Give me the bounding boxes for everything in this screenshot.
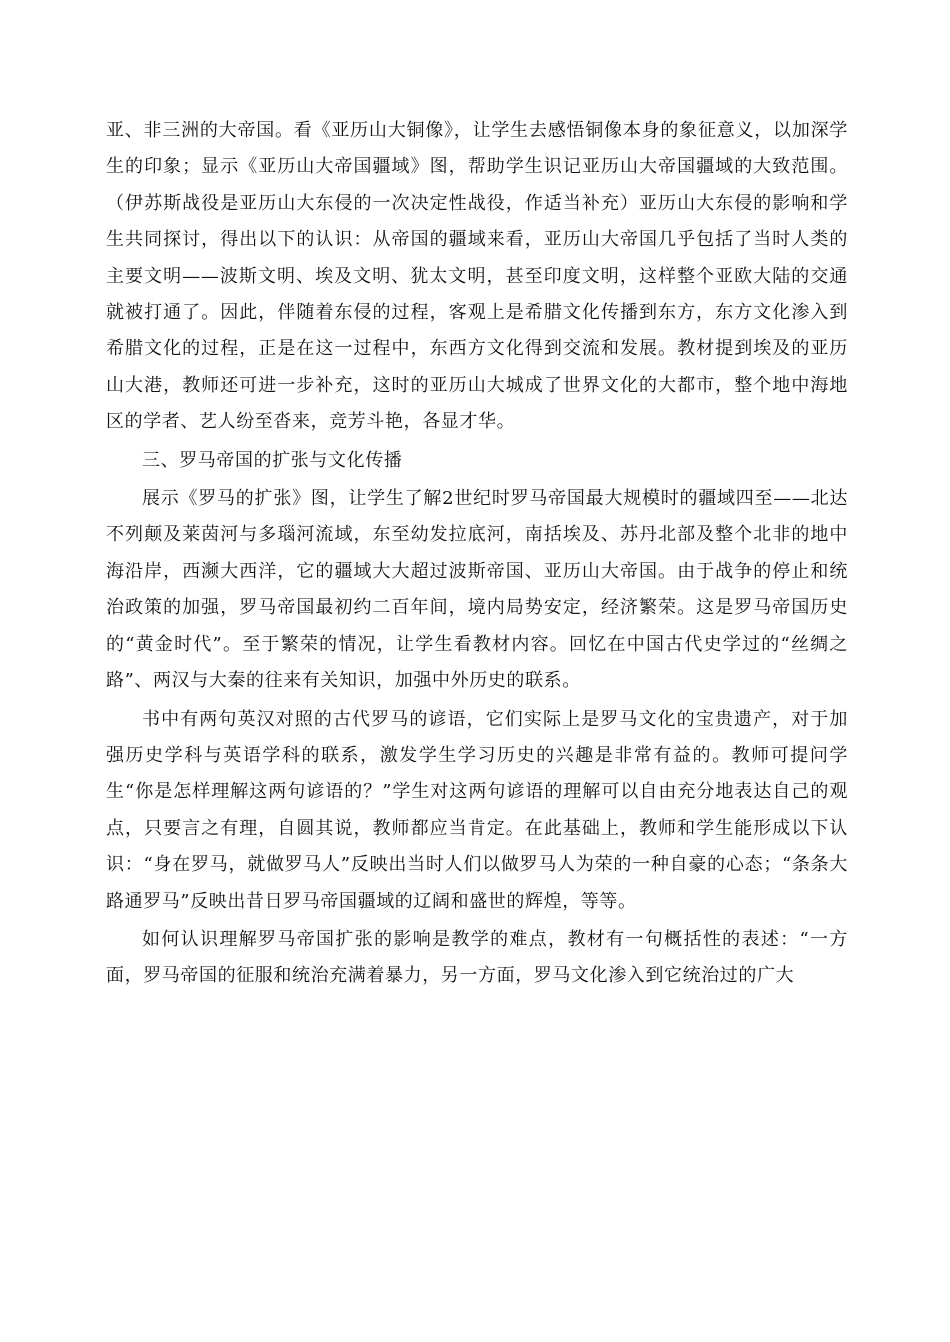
paragraph-roman-proverbs: 书中有两句英汉对照的古代罗马的谚语，它们实际上是罗马文化的宝贵遗产，对于加强历史学科与英语学科的联系，激发学生学习历史的兴趣是非常有益的。教师可提问学生“你是怎样理解这两句谚语的？”学生对这两句谚语的理解可以自由充分地表达自己的观点，只要言之有理，自圆其说，教师都应当肯定。在此基础上，教师和学生能形成以下认识：“身在罗马，就做罗马人”反映出当时人们以做罗马人为荣的一种自豪的心态；“条条大路通罗马”反映出昔日罗马帝国疆域的辽阔和盛世的辉煌，等等。 [106,708,848,912]
section-heading-rome-expansion: 三、罗马帝国的扩张与文化传播 [142,449,403,471]
document-page [106,113,848,995]
paragraph-rome-influence: 如何认识理解罗马帝国扩张的影响是教学的难点，教材有一句概括性的表述：“一方面，罗马帝国的征服和统治充满着暴力，另一方面，罗马文化渗入到它统治过的广大 [106,928,848,987]
paragraph-rome-map: 展示《罗马的扩张》图，让学生了解2世纪时罗马帝国最大规模时的疆域四至——北达不列颠及莱茵河与多瑙河流域，东至幼发拉底河，南括埃及、苏丹北部及整个北非的地中海沿岸，西濒大西洋，它的疆域大大超过波斯帝国、亚历山大帝国。由于战争的停止和统治政策的加强，罗马帝国最初约二百年间，境内局势安定，经济繁荣。这是罗马帝国历史的“黄金时代”。至于繁荣的情况，让学生看教材内容。回忆在中国古代史学过的“丝绸之路”、两汉与大秦的往来有关知识，加强中外历史的联系。 [106,488,848,692]
paragraph-alexander-conquest: 亚、非三洲的大帝国。看《亚历山大铜像》，让学生去感悟铜像本身的象征意义，以加深学生的印象；显示《亚历山大帝国疆域》图，帮助学生识记亚历山大帝国疆域的大致范围。（伊苏斯战役是亚历山大东侵的一次决定性战役，作适当补充）亚历山大东侵的影响和学生共同探讨，得出以下的认识：从帝国的疆域来看，亚历山大帝国几乎包括了当时人类的主要文明——波斯文明、埃及文明、犹太文明，甚至印度文明，这样整个亚欧大陆的交通就被打通了。因此，伴随着东侵的过程，客观上是希腊文化传播到东方，东方文化渗入到希腊文化的过程，正是在这一过程中，东西方文化得到交流和发展。教材提到埃及的亚历山大港，教师还可进一步补充，这时的亚历山大城成了世界文化的大都市，整个地中海地区的学者、艺人纷至沓来，竞芳斗艳，各显才华。 [106,120,848,433]
